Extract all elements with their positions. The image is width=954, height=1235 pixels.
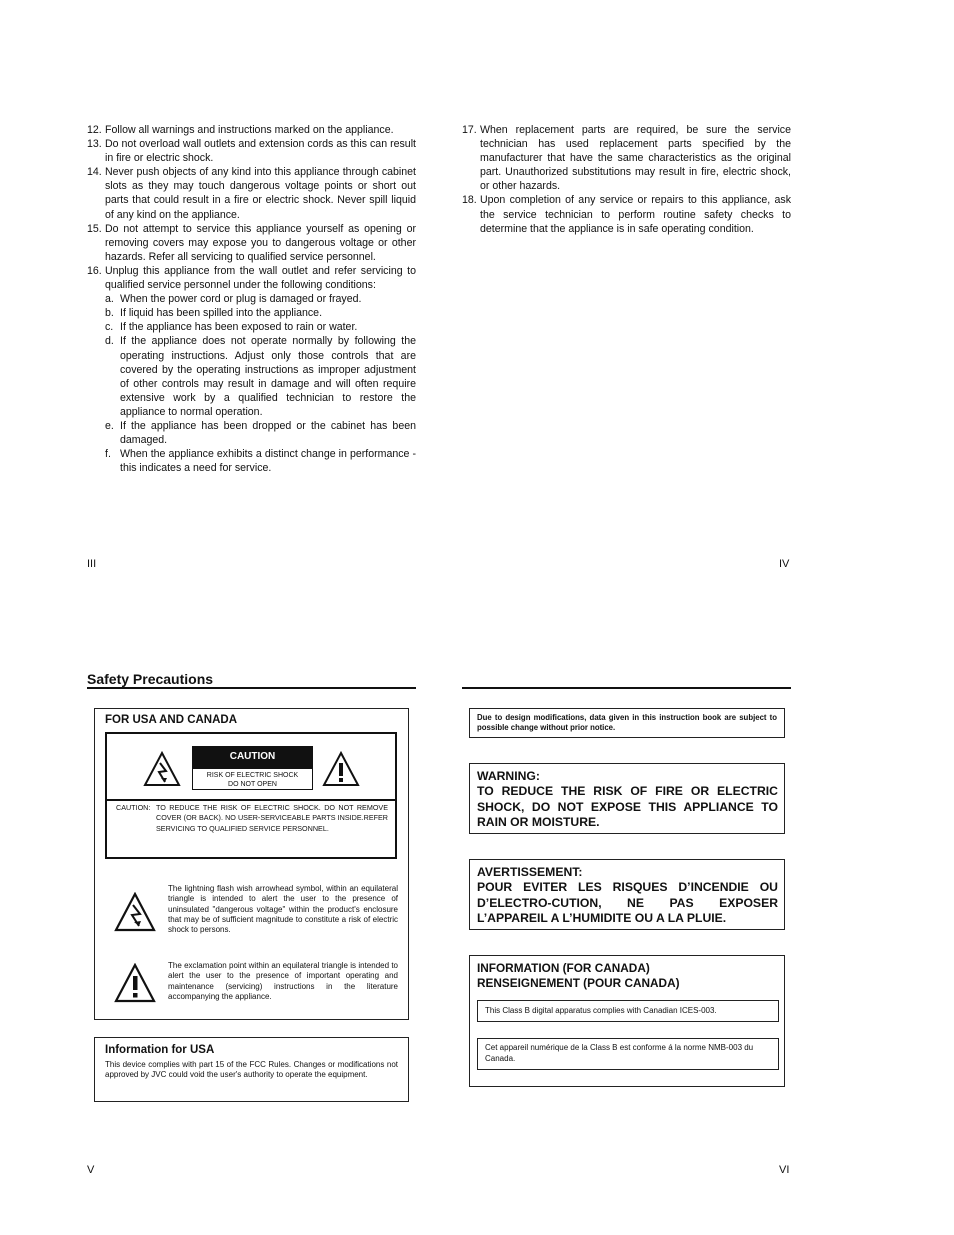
caution-label-panel: [105, 732, 397, 859]
caution-prefix: CAUTION:: [116, 803, 151, 812]
page-iii-column: [87, 123, 416, 475]
sub-item-b: b. If liquid has been spilled into the appliance.: [105, 307, 323, 320]
canada-french-box: Cet appareil numérique de la Class B est conforme á la norme NMB-003 du Canada.: [477, 1038, 779, 1070]
design-note-text: Due to design modifications, data given in this instruction book are subject to possible change without prior notice.: [477, 713, 777, 732]
list-item-15: 15. Do not attempt to service this appliance yourself as opening or removing covers may expose you to dangerous voltage or other hazards. Refer all servicing to qualified service personnel.: [87, 222, 416, 263]
list-item-17: 17. When replacement parts are required, be sure the service technician has used replacement parts specified by the manufacturer that have the same characteristics as the original part. Unauthorized substitutions may result in fire, electric shock, or other hazards.: [462, 124, 791, 193]
list-item-12: 12. Follow all warnings and instructions marked on the appliance.: [87, 124, 394, 136]
warning-box: [469, 763, 785, 834]
page-iv-column: [462, 123, 791, 236]
sub-item-c: c. If the appliance has been exposed to rain or water.: [105, 321, 358, 334]
section-rule-right: [462, 687, 791, 689]
list-item-18: 18. Upon completion of any service or repairs to this appliance, ask the service technician to perform routine safety checks to determine that the appliance is in safe operating condition.: [462, 194, 791, 235]
sub-item-f: f. When the appliance exhibits a distinct change in performance - this indicates a need for service.: [105, 448, 416, 475]
avertissement-title: AVERTISSEMENT:: [477, 865, 583, 879]
page-number-iv: IV: [779, 558, 790, 570]
info-usa-text: This device complies with part 15 of the FCC Rules. Changes or modifications not approved by JVC could void the user's authority to operate the equipment.: [105, 1060, 398, 1080]
canada-info-title-2: RENSEIGNEMENT (POUR CANADA): [477, 976, 680, 990]
warning-title: WARNING:: [477, 769, 540, 783]
warning-text: TO REDUCE THE RISK OF FIRE OR ELECTRIC SHOCK, DO NOT EXPOSE THIS APPLIANCE TO RAIN OR MOISTURE.: [477, 784, 778, 829]
design-note-box: [469, 708, 785, 738]
exclamation-triangle-icon: [114, 963, 156, 1003]
page-number-iii: III: [87, 558, 97, 570]
usa-canada-box: [94, 708, 409, 1020]
canada-info-title-1: INFORMATION (FOR CANADA): [477, 961, 650, 975]
section-title: Safety Precautions: [87, 671, 214, 687]
sub-item-e: e. If the appliance has been dropped or the cabinet has been damaged.: [105, 419, 416, 447]
caution-text-block: [116, 803, 388, 834]
list-item-14: 14. Never push objects of any kind into this appliance through cabinet slots as they may touch dangerous voltage points or short out parts that could result in a fire or electric shock. Never spill liquid of any kind on the appliance.: [87, 166, 416, 221]
info-usa-box: [94, 1037, 409, 1102]
canada-info-box: [469, 955, 785, 1087]
exclamation-triangle-icon: [322, 751, 360, 787]
caution-text: TO REDUCE THE RISK OF ELECTRIC SHOCK. DO NOT REMOVE COVER (OR BACK). NO USER-SERVICEABLE PARTS INSIDE.REFER SERVICING TO QUALIFIED SERVICE PERSONNEL.: [156, 803, 388, 833]
lightning-triangle-icon: [143, 751, 181, 787]
avertissement-text: POUR EVITER LES RISQUES D’INCENDIE OU D’ELECTRO-CUTION, NE PAS EXPOSER L’APPAREIL A L’HUMIDITE OU A LA PLUIE.: [477, 880, 778, 925]
list-item-16: 16. Unplug this appliance from the wall outlet and refer servicing to qualified service personnel under the following conditions:: [87, 264, 416, 292]
sub-item-d: d. If the appliance does not operate normally by following the operating instructions. Adjust only those controls that are covered by the operating instructions as improper adjustment of other controls may result in damage and will often require extensive work by a qualified technician to restore the appliance to normal operation.: [105, 335, 416, 418]
usa-canada-title: FOR USA AND CANADA: [105, 714, 238, 726]
lightning-triangle-icon: [114, 892, 156, 932]
caution-header: CAUTION: [192, 746, 313, 768]
page-number-v: V: [87, 1164, 95, 1176]
caution-divider: [107, 799, 395, 801]
avertissement-box: [469, 859, 785, 930]
lightning-explanation: The lightning flash wish arrowhead symbol, within an equilateral triangle is intended to alert the user to the presence of uninsulated "dangerous voltage" within the product's enclosure that may be of sufficient magnitude to constitute a risk of electric shock to persons.: [168, 884, 398, 935]
caution-sub-box: RISK OF ELECTRIC SHOCK DO NOT OPEN: [192, 768, 313, 790]
canada-english-box: This Class B digital apparatus complies with Canadian ICES-003.: [477, 1000, 779, 1022]
sub-item-a: a. When the power cord or plug is damaged or frayed.: [105, 293, 362, 306]
section-rule: [87, 687, 416, 689]
page-number-vi: VI: [779, 1164, 790, 1176]
info-usa-title: Information for USA: [105, 1044, 215, 1056]
list-item-13: 13. Do not overload wall outlets and extension cords as this can result in fire or electric shock.: [87, 138, 416, 165]
exclamation-explanation: The exclamation point within an equilateral triangle is intended to alert the user to the presence of important operating and maintenance (servicing) instructions in the literature accompanying the appliance.: [168, 961, 398, 1001]
